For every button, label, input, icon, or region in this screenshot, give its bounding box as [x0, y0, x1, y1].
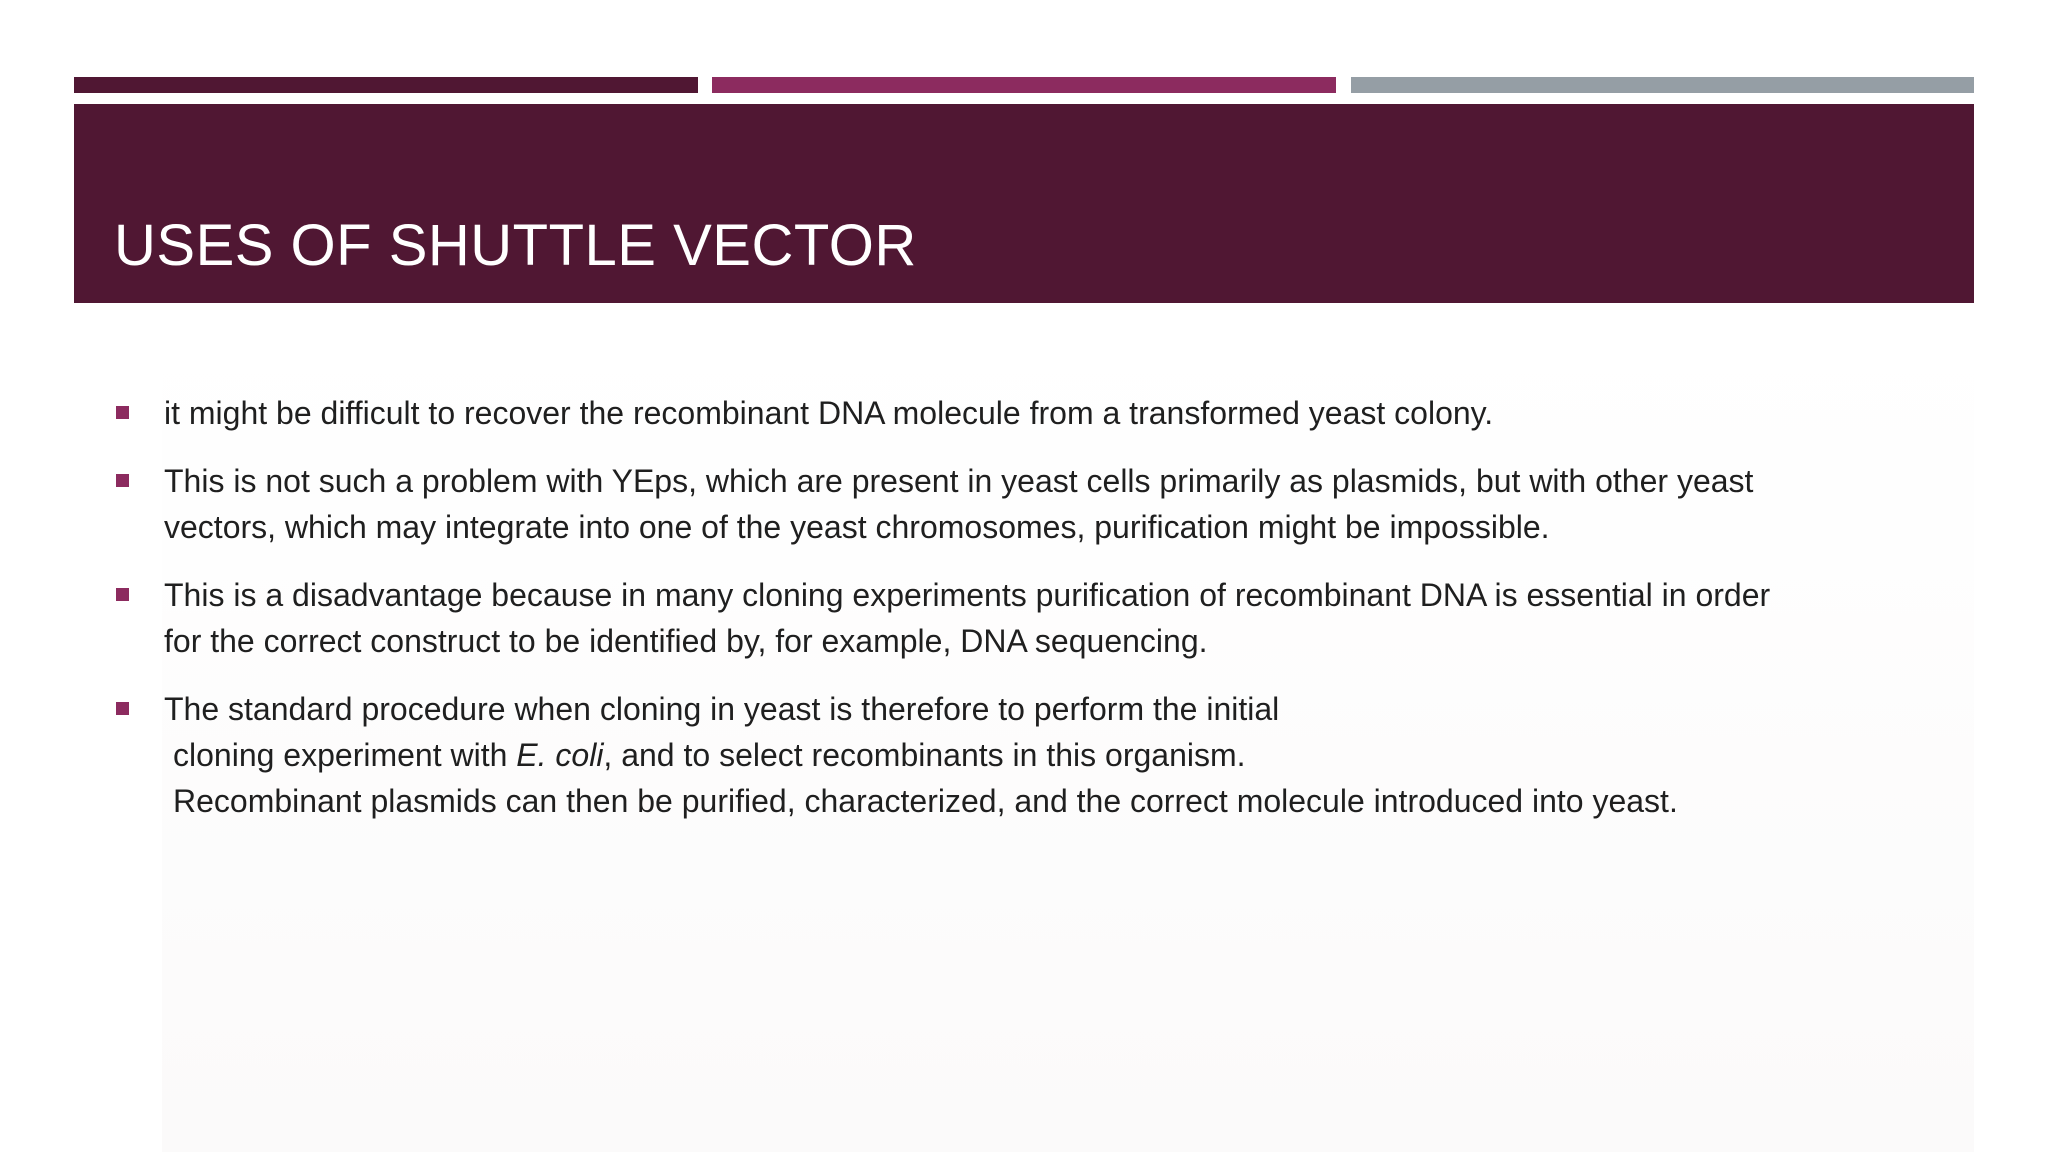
accent-bar-gray	[1351, 77, 1974, 93]
bullet-item	[114, 458, 1934, 550]
accent-bar-dark	[74, 77, 698, 93]
bullet-list	[114, 390, 1934, 846]
square-bullet-icon	[116, 406, 129, 419]
bullet-text: This is not such a problem with YEps, which are present in yeast cells primarily as plasmids, but with other yeast	[164, 463, 1754, 499]
square-bullet-icon	[116, 588, 129, 601]
bullet-text	[164, 732, 1934, 778]
square-bullet-icon	[116, 474, 129, 487]
bullet-text-segment: , and to select recombinants in this organism.	[603, 737, 1246, 773]
bullet-text: for the correct construct to be identified by, for example, DNA sequencing.	[164, 623, 1208, 659]
bullet-text: it might be difficult to recover the recombinant DNA molecule from a transformed yeast colony.	[164, 395, 1494, 431]
bullet-text: This is a disadvantage because in many cloning experiments purification of recombinant DNA is essential in order	[164, 577, 1771, 613]
bullet-item	[114, 686, 1934, 824]
bullet-text: vectors, which may integrate into one of the yeast chromosomes, purification might be impossible.	[164, 509, 1550, 545]
slide-title: USES OF SHUTTLE VECTOR	[114, 213, 917, 278]
title-band	[74, 104, 1974, 303]
organism-name: E. coli	[516, 737, 604, 773]
accent-bar-magenta	[712, 77, 1336, 93]
bullet-text: Recombinant plasmids can then be purified, characterized, and the correct molecule introduced into yeast.	[173, 783, 1678, 819]
square-bullet-icon	[116, 702, 129, 715]
bullet-text: The standard procedure when cloning in yeast is therefore to perform the initial	[164, 691, 1280, 727]
bullet-text-segment: cloning experiment with	[173, 737, 517, 773]
bullet-item	[114, 572, 1934, 664]
bullet-item	[114, 390, 1934, 436]
